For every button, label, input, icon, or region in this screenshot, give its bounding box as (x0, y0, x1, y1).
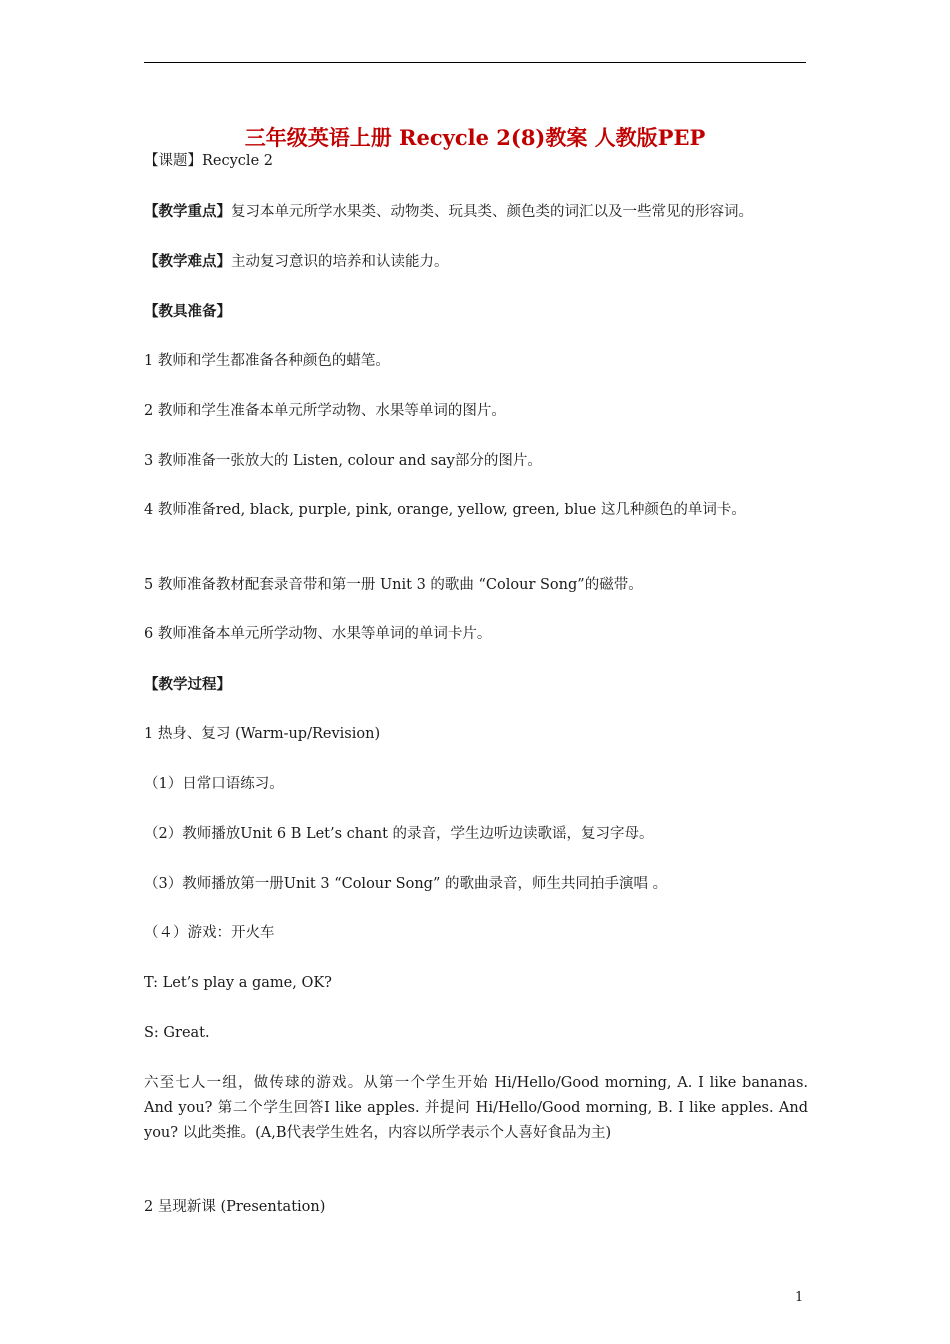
materials-item: 1 教师和学生都准备各种颜色的蜡笔。 (144, 353, 390, 369)
student-line: S: Great. (144, 1025, 210, 1041)
difficulties-line (144, 249, 808, 275)
lesson-line (144, 149, 808, 174)
key-points-value: 复习本单元所学水果类、动物类、玩具类、颜色类的词汇以及一些常见的形容词。 (231, 204, 753, 220)
materials-item: 5 教师准备教材配套录音带和第一册 Unit 3 的歌曲 “Colour Song”的磁带。 (144, 577, 643, 593)
materials-item: 2 教师和学生准备本单元所学动物、水果等单词的图片。 (144, 403, 506, 419)
key-points-line (144, 199, 808, 225)
difficulties-label: 【教学难点】 (144, 253, 231, 270)
process-sub-item: （3）教师播放第一册Unit 3 “Colour Song” 的歌曲录音，师生共同拍手演唱 。 (144, 876, 668, 892)
process-sub-item: （1）日常口语练习。 (144, 776, 284, 792)
page-number: 1 (795, 1290, 804, 1305)
process-sub-item: （４）游戏：开火车 (144, 925, 275, 941)
process-step-presentation: 2 呈现新课 (Presentation) (144, 1199, 326, 1215)
materials-item: 4 教师准备red, black, purple, pink, orange, yellow, green, blue 这几种颜色的单词卡。 (144, 502, 746, 518)
materials-heading: 【教具准备】 (144, 303, 231, 320)
materials-item: 3 教师准备一张放大的 Listen, colour and say部分的图片。 (144, 453, 542, 469)
process-sub-item: （2）教师播放Unit 6 B Let’s chant 的录音，学生边听边读歌谣，复习字母。 (144, 826, 654, 842)
page-title: 三年级英语上册 Recycle 2(8)教案 人教版PEP (244, 125, 706, 150)
header-rule (144, 62, 806, 63)
game-description: 六至七人一组，做传球的游戏。从第一个学生开始 Hi/Hello/Good morning, A. I like bananas. And you? 第二个学生回答I like apples. 并提问 Hi/Hello/Good morning, B. I like apples. And you? 以此类推。(A,B代表学生姓名，内容以所学表示个人喜好食品为主) (144, 1075, 808, 1141)
process-step-warmup: 1 热身、复习 (Warm-up/Revision) (144, 726, 381, 742)
process-heading: 【教学过程】 (144, 676, 231, 693)
teacher-line: T: Let’s play a game, OK? (144, 975, 332, 991)
lesson-value: Recycle 2 (202, 153, 273, 169)
lesson-label: 【课题】 (144, 153, 202, 169)
materials-item: 6 教师准备本单元所学动物、水果等单词的单词卡片。 (144, 626, 492, 642)
difficulties-value: 主动复习意识的培养和认读能力。 (231, 254, 449, 270)
key-points-label: 【教学重点】 (144, 203, 231, 220)
